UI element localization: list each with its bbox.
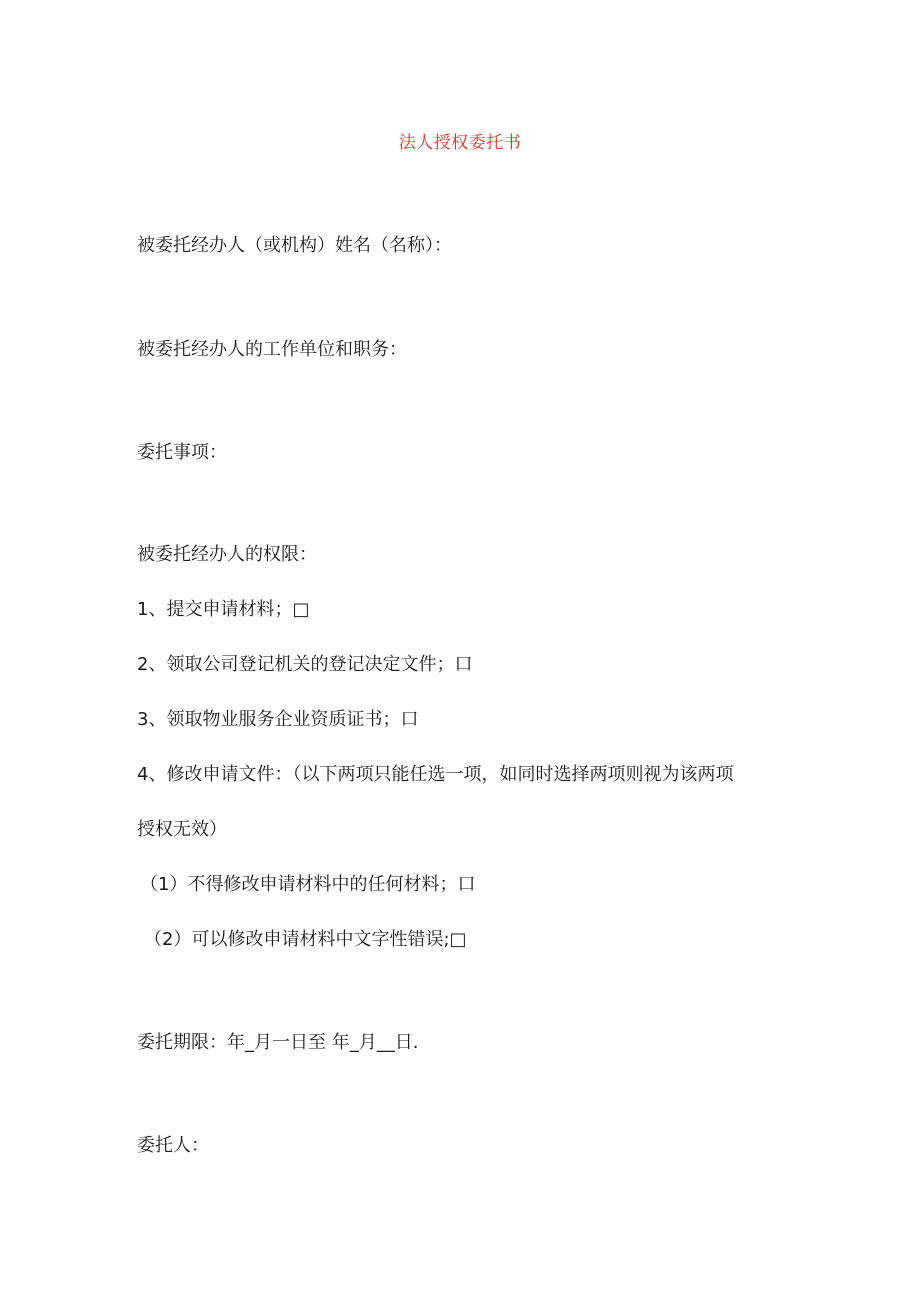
permission-item-3: 3、领取物业服务企业资质证书；口 — [137, 709, 419, 730]
agent-workplace-field-label: 被委托经办人的工作单位和职务： — [137, 339, 407, 360]
agent-permissions-label: 被委托经办人的权限： — [137, 544, 317, 565]
permission-sub-option-1: （1）不得修改申请材料中的任何材料；口 — [140, 874, 476, 895]
entrustment-period: 委托期限：年_月一日至 年_月__日. — [137, 1032, 419, 1053]
permission-sub-option-2: （2）可以修改申请材料中文字性错误;□ — [144, 929, 467, 950]
document-title: 法人授权委托书 — [398, 133, 522, 153]
agent-name-field-label: 被委托经办人（或机构）姓名（名称）： — [137, 235, 452, 256]
permission-item-1: 1、提交申请材料；□ — [137, 599, 310, 620]
entrusted-matters-label: 委托事项： — [137, 442, 227, 463]
permission-item-2: 2、领取公司登记机关的登记决定文件；口 — [137, 654, 473, 675]
principal-label: 委托人： — [137, 1135, 209, 1156]
permission-item-4: 4、修改申请文件：（以下两项只能任选一项，如同时选择两项则视为该两项 — [137, 764, 734, 785]
permission-item-4-continued: 授权无效） — [137, 819, 227, 840]
